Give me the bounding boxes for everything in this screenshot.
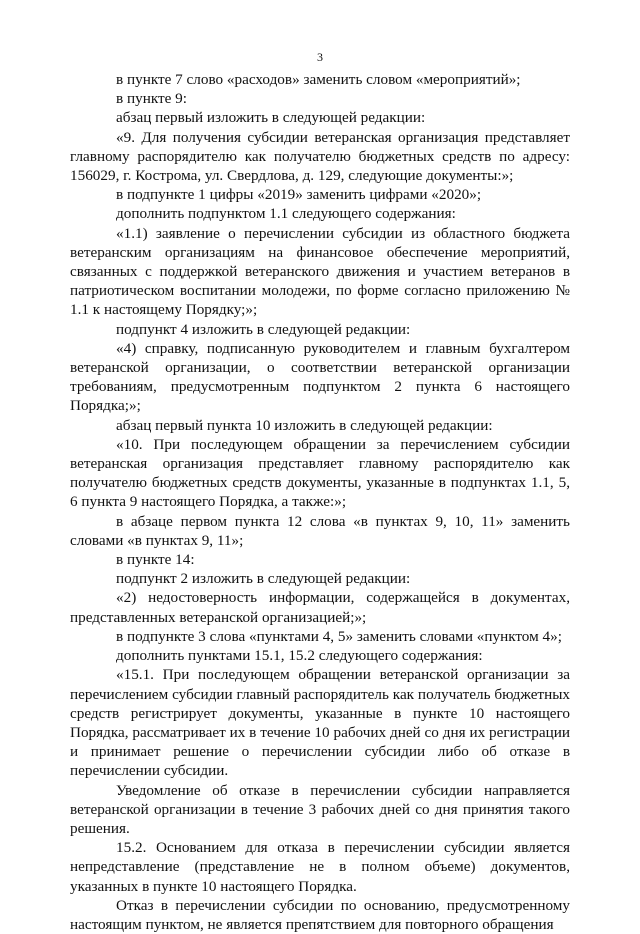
page-number: 3 [317,50,323,64]
paragraph: абзац первый пункта 10 изложить в следующей редакции: [116,416,493,434]
paragraph: подпункт 2 изложить в следующей редакции: [116,570,411,588]
paragraph: в пункте 9: [116,90,187,108]
paragraph: «9. Для получения субсидии ветеранская организация представляет главному распорядителю как получателю бюджетных средств по адресу: 156029, г. Кострома, ул. Свердлова, д. 129, следующие документы:»; [70,128,570,185]
paragraph: 15.2. Основанием для отказа в перечислении субсидии является непредставление (представление не в полном объеме) документов, указанных в пункте 10 настоящего Порядка. [70,839,570,895]
paragraph: дополнить подпунктом 1.1 следующего содержания: [116,205,456,223]
paragraph: в пункте 7 слово «расходов» заменить словом «мероприятий»; [116,71,521,88]
paragraph: в абзаце первом пункта 12 слова «в пунктах 9, 10, 11» заменить словами «в пунктах 9, 11»; [70,512,570,549]
paragraph: в подпункте 3 слова «пунктами 4, 5» заменить словами «пунктом 4»; [116,627,562,645]
paragraph: в подпункте 1 цифры «2019» заменить цифрами «2020»; [116,186,482,204]
paragraph: абзац первый изложить в следующей редакции: [116,109,426,127]
paragraph: «15.1. При последующем обращении ветеранской организации за перечислением субсидии главный распорядитель как получатель бюджетных средств регистрирует документы, указанные в пункте 10 настоящего Порядка, рассматривает их в течение 10 рабочих дней со дня их регистрации и принимает решение о перечислении субсидии либо об отказе в перечислении субсидии. [70,666,570,780]
paragraph: дополнить пунктами 15.1, 15.2 следующего содержания: [116,647,483,665]
paragraph: «4) справку, подписанную руководителем и главным бухгалтером ветеранской организации, о соответствии ветеранской организации требованиям, предусмотренным подпунктом 2 пункта 6 настоящего Порядка;»; [70,339,570,415]
paragraph: в пункте 14: [116,551,195,569]
paragraph: «2) недостоверность информации, содержащейся в документах, представленных ветеранской организацией;»; [70,589,570,626]
paragraph: «10. При последующем обращении за перечислением субсидии ветеранская организация представляет главному распорядителю как получателю бюджетных средств документы, указанные в подпунктах 1.1, 5, 6 пункта 9 настоящего Порядка, а также:»; [70,435,570,511]
paragraph: Отказ в перечислении субсидии по основанию, предусмотренному настоящим пунктом, не является препятствием для повторного обращения [70,896,570,933]
document-body [70,70,570,934]
paragraph: «1.1) заявление о перечислении субсидии из областного бюджета ветеранским организациям на финансовое обеспечение мероприятий, связанных с поддержкой ветеранского движения и участием ветеранов в патриотическом воспитании молодежи, по форме согласно приложению № 1.1 к настоящему Порядку;»; [70,224,570,319]
paragraph: Уведомление об отказе в перечислении субсидии направляется ветеранской организации в течение 3 рабочих дней со дня принятия такого решения. [70,781,570,837]
paragraph: подпункт 4 изложить в следующей редакции: [116,320,411,338]
